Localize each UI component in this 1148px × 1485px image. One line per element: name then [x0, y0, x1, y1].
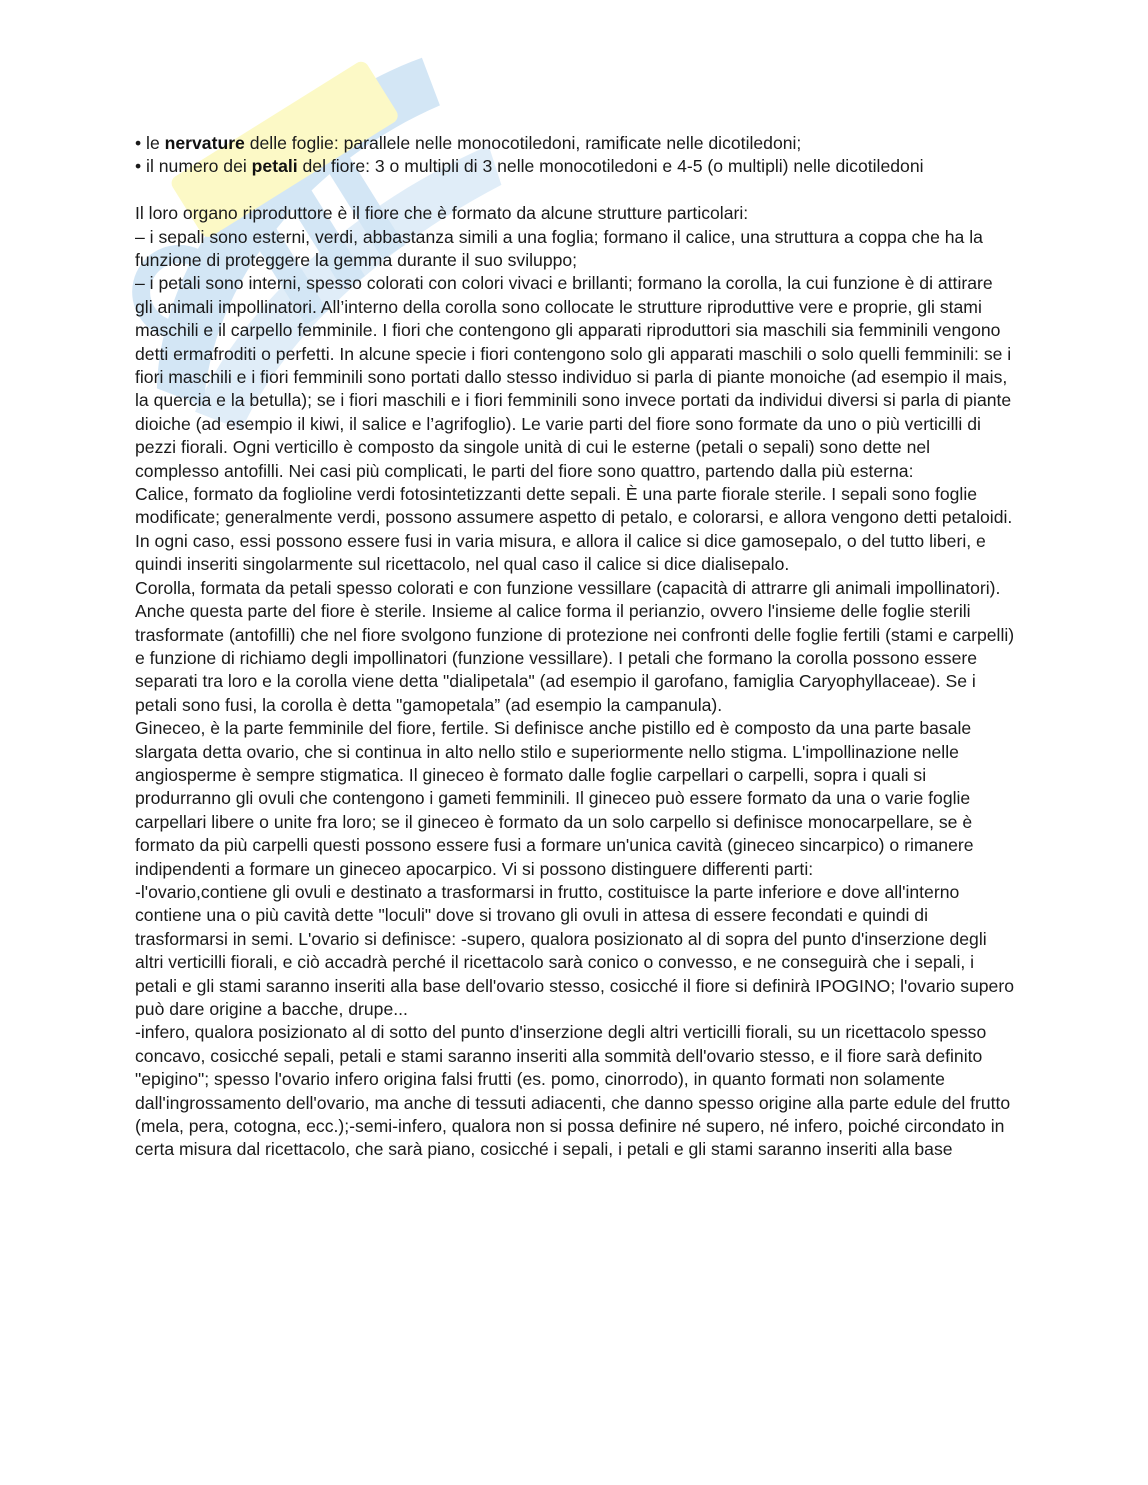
paragraph-gineceo: Gineceo, è la parte femminile del fiore, fertile. Si definisce anche pistillo ed è composto da una parte basale slargata detta ovario, che si continua in alto nello stilo e superiormente nello stigma. L'impollinazione nelle angiosperme è sempre stigmatica. Il gineceo è formato dalle foglie carpellari o carpelli, sopra i quali si produrranno gli ovuli che contengono i gameti femminili. Il gineceo può essere formato da una o varie foglie carpellari libere o unite fra loro; se il gineceo è formato da un solo carpello si definisce monocarpellare, se è formato da più carpelli questi possono essere fusi a formare un'unica cavità (gineceo sincarpico) o rimanere indipendenti a formare un gineceo apocarpico. Vi si possono distinguere differenti parti: — [135, 718, 974, 879]
bullet-nervature: • le nervature delle foglie: parallele nelle monocotiledoni, ramificate nelle dicotiledoni; — [135, 133, 802, 153]
bold-term: petali — [251, 156, 298, 177]
paragraph-calice: Calice, formato da foglioline verdi fotosintetizzanti dette sepali. È una parte fiorale sterile. I sepali sono foglie modificate; generalmente verdi, possono assumere aspetto di petalo, e colorarsi, e allora vengono detti petaloidi. In ogni caso, essi possono essere fusi in varia misura, e allora il calice si dice gamosepalo, o del tutto liberi, e quindi inseriti singolarmente sul ricettacolo, nel qual caso il calice si dice dialisepalo. — [135, 484, 1013, 575]
paragraph-infero: -infero, qualora posizionato al di sotto del punto d'inserzione degli altri verticilli fiorali, su un ricettacolo spesso concavo, cosicché sepali, petali e stami saranno inseriti alla sommità dell'ovario stesso, e il fiore sarà definito "epigino"; spesso l'ovario infero origina falsi frutti (es. pomo, cinorrodo), in quanto formati non solamente dall'ingrossamento dell'ovario, ma anche di tessuti adiacenti, che danno spesso origine alla parte edule del frutto (mela, pera, cotogna, ecc.);-semi-infero, qualora non si possa definire né supero, né infero, poiché circondato in certa misura dal ricettacolo, che sarà piano, cosicché i sepali, i petali e gli stami saranno inseriti alla base — [135, 1022, 1011, 1160]
paragraph-sepali: – i sepali sono esterni, verdi, abbastanza simili a una foglia; formano il calice, una struttura a coppa che ha la funzione di proteggere la gemma durante il suo sviluppo; — [135, 226, 983, 271]
bullet-petali: • il numero dei petali del fiore: 3 o multipli di 3 nelle monocotiledoni e 4-5 (o multipli) nelle dicotiledoni — [135, 156, 924, 177]
paragraph-intro: Il loro organo riproduttore è il fiore che è formato da alcune strutture particolari: — [135, 203, 749, 224]
paragraph-petali: – i petali sono interni, spesso colorati con colori vivaci e brillanti; formano la corolla, la cui funzione è di attirare gli animali impollinatori. All’interno della corolla sono collocate le strutture riproduttive vere e proprie, gli stami maschili e il carpello femminile. I fiori che contengono gli apparati riproduttori sia maschili sia femminili vengono detti ermafroditi o perfetti. In alcune specie i fiori contengono solo gli apparati maschili o solo quelli femminili: se i fiori maschili e i fiori femminili sono portati dallo stesso individuo si parla di piante monoiche (ad esempio il mais, la quercia e la betulla); se i fiori maschili e i fiori femminili sono invece portati da individui diversi si parla di piante dioiche (ad esempio il kiwi, il salice e l’agrifoglio). Le varie parti del fiore sono formate da uno o più verticilli di pezzi fiorali. Ogni verticillo è composto da singole unità di cui le esterne (petali o sepali) sono dette nel complesso antofilli. Nei casi più complicati, le parti del fiore sono quattro, partendo dalla più esterna: — [135, 273, 1012, 481]
document-body — [135, 132, 1015, 1162]
paragraph-ovario: -l'ovario,contiene gli ovuli e destinato a trasformarsi in frutto, costituisce la parte inferiore e dove all'interno contiene una o più cavità dette "loculi" dove si trovano gli ovuli in attesa di essere fecondati e quindi di trasformarsi in semi. L'ovario si definisce: -supero, qualora posizionato al di sopra del punto d'inserzione degli altri verticilli fiorali, e ciò accadrà perché il ricettacolo sarà conico o convesso, e ne conseguirà che i sepali, i petali e gli stami saranno inseriti alla base dell'ovario stesso, cosicché il fiore si definirà IPOGINO; l'ovario supero può dare origine a bacche, drupe... — [135, 881, 1014, 1020]
paragraph-corolla: Corolla, formata da petali spesso colorati e con funzione vessillare (capacità di attrarre gli animali impollinatori). Anche questa parte del fiore è sterile. Insieme al calice forma il perianzio, ovvero l'insieme delle foglie sterili trasformate (antofilli) che nel fiore svolgono funzione di protezione nei confronti delle foglie fertili (stami e carpelli) e funzione di richiamo degli impollinatori (funzione vessillare). I petali che formano la corolla possono essere separati tra loro e la corolla viene detta "dialipetala" (ad esempio il garofano, famiglia Caryophyllaceae). Se i petali sono fusi, la corolla è detta "gamopetala” (ad esempio la campanula). — [135, 577, 1015, 715]
spacer — [135, 179, 1015, 202]
bold-term: nervature — [164, 133, 245, 153]
